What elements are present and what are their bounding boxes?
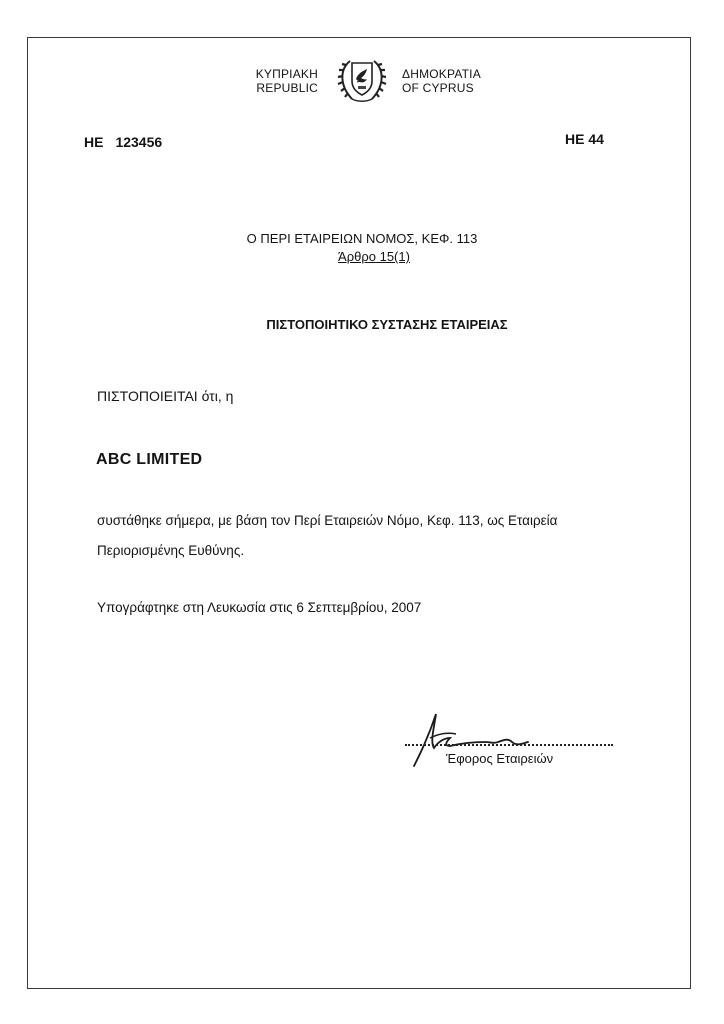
header-greek-english-right bbox=[402, 68, 481, 96]
signed-place-date: Υπογράφτηκε στη Λευκωσία στις 6 Σεπτεμβρίου, 2007 bbox=[97, 600, 422, 615]
registration-digits: 123456 bbox=[115, 134, 163, 150]
law-title: Ο ΠΕΡΙ ΕΤΑΙΡΕΙΩΝ ΝΟΜΟΣ, ΚΕΦ. 113 bbox=[246, 231, 478, 246]
registration-prefix: HE bbox=[84, 134, 104, 150]
signature-line bbox=[405, 744, 613, 746]
header-greek-english-left bbox=[256, 68, 318, 96]
law-article bbox=[0, 250, 724, 265]
header-right-line1: ΔΗΜΟΚΡΑΤΙΑ bbox=[402, 67, 481, 81]
registration-number bbox=[84, 134, 162, 150]
body-text-line1: συστάθηκε σήμερα, με βάση τον Περί Εταιρειών Νόμο, Κεφ. 113, ως Εταιρεία bbox=[97, 513, 558, 528]
certificate-title: ΠΙΣΤΟΠΟΙΗΤΙΚΟ ΣΥΣΤΑΣΗΣ ΕΤΑΙΡΕΙΑΣ bbox=[266, 317, 508, 332]
header-right-line2: OF CYPRUS bbox=[402, 80, 474, 95]
header-left-line2: REPUBLIC bbox=[256, 80, 318, 95]
certifies-text: ΠΙΣΤΟΠΟΙΕΙΤΑΙ ότι, η bbox=[97, 388, 234, 404]
form-number: HE 44 bbox=[565, 131, 604, 147]
cyprus-coat-of-arms-icon bbox=[330, 55, 394, 105]
law-article-text: Άρθρο 15(1) bbox=[338, 249, 410, 264]
registrar-title: Έφορος Εταιρειών bbox=[446, 751, 554, 766]
body-text-line2: Περιορισμένης Ευθύνης. bbox=[97, 543, 245, 558]
company-name: ABC LIMITED bbox=[96, 451, 203, 468]
header-left-line1: ΚΥΠΡΙΑΚΗ bbox=[255, 67, 318, 81]
